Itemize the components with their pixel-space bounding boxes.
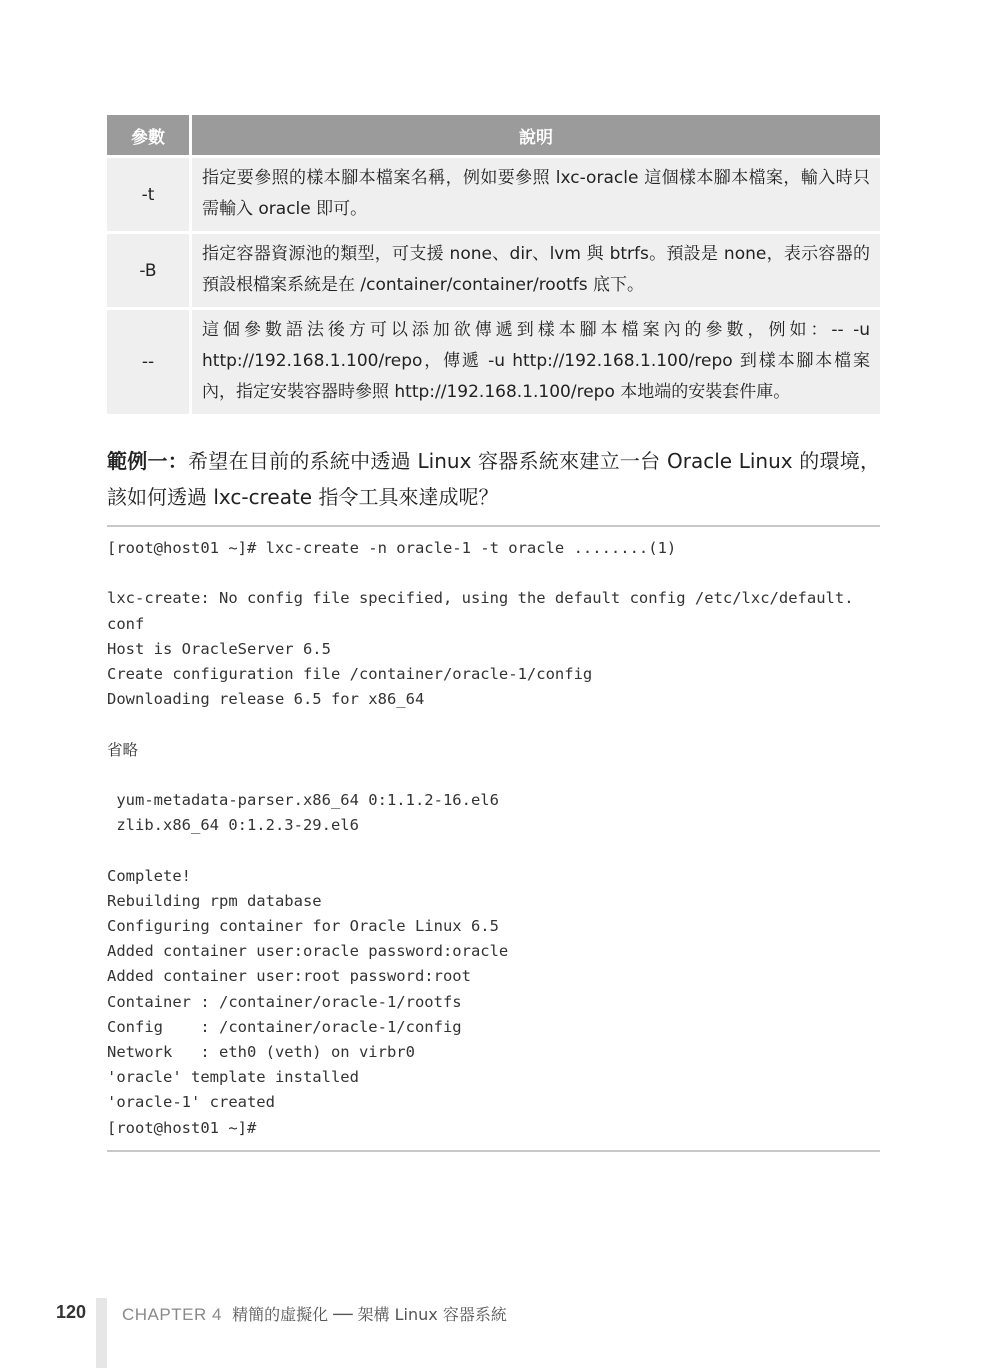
code-top-divider — [107, 525, 880, 527]
description-cell: 指定容器資源池的類型，可支援 none、dir、lvm 與 btrfs。預設是 none，表示容器的預設根檔案系統是在 /container/container/rootfs 底下。 — [189, 234, 880, 307]
table-header-row — [107, 115, 880, 155]
code-bottom-divider — [107, 1150, 880, 1152]
chapter-label: CHAPTER 4 — [122, 1305, 222, 1324]
footer-margin-bar — [96, 1298, 107, 1368]
chapter-title: 精簡的虛擬化 ── 架構 Linux 容器系統 — [232, 1305, 507, 1324]
running-footer — [122, 1302, 507, 1325]
example-paragraph — [107, 443, 880, 515]
param-cell: -B — [107, 234, 189, 307]
param-cell: -t — [107, 158, 189, 231]
table-row — [107, 234, 880, 307]
description-cell: 指定要參照的樣本腳本檔案名稱，例如要參照 lxc-oracle 這個樣本腳本檔案，輸入時只需輸入 oracle 即可。 — [189, 158, 880, 231]
table-row — [107, 158, 880, 231]
example-text: 希望在目前的系統中透過 Linux 容器系統來建立一台 Oracle Linux 的環境，該如何透過 lxc-create 指令工具來達成呢？ — [107, 449, 880, 509]
param-cell: -- — [107, 310, 189, 414]
column-header-parameter: 參數 — [107, 115, 189, 155]
description-cell: 這個參數語法後方可以添加欲傳遞到樣本腳本檔案內的參數，例如：-- -u http://192.168.1.100/repo，傳遞 -u http://192.168.1.100/repo 到樣本腳本檔案內，指定安裝容器時參照 http://192.168.1.100/repo 本地端的安裝套件庫。 — [189, 310, 880, 414]
terminal-output: [root@host01 ~]# lxc-create -n oracle-1 -t oracle ........(1) lxc-create: No config file specified, using the default config /etc/lxc/default. conf Host is OracleServer 6.5 Create configuration file /container/oracle-1/config Downloading release 6.5 for x86_64 省略 yum-metadata-parser.x86_64 0:1.1.2-16.el6 zlib.x86_64 0:1.2.3-29.el6 Complete! Rebuilding rpm database Configuring container for Oracle Linux 6.5 Added container user:oracle password:oracle Added container user:root password:root Container : /container/oracle-1/rootfs Config : /container/oracle-1/config Network : eth0 (veth) on virbr0 'oracle' template installed 'oracle-1' created [root@host01 ~]# — [107, 539, 854, 1137]
parameter-table — [107, 112, 880, 417]
column-header-description: 說明 — [189, 115, 880, 155]
example-label: 範例一： — [107, 449, 189, 473]
table-row — [107, 310, 880, 414]
page-number: 120 — [55, 1302, 86, 1322]
